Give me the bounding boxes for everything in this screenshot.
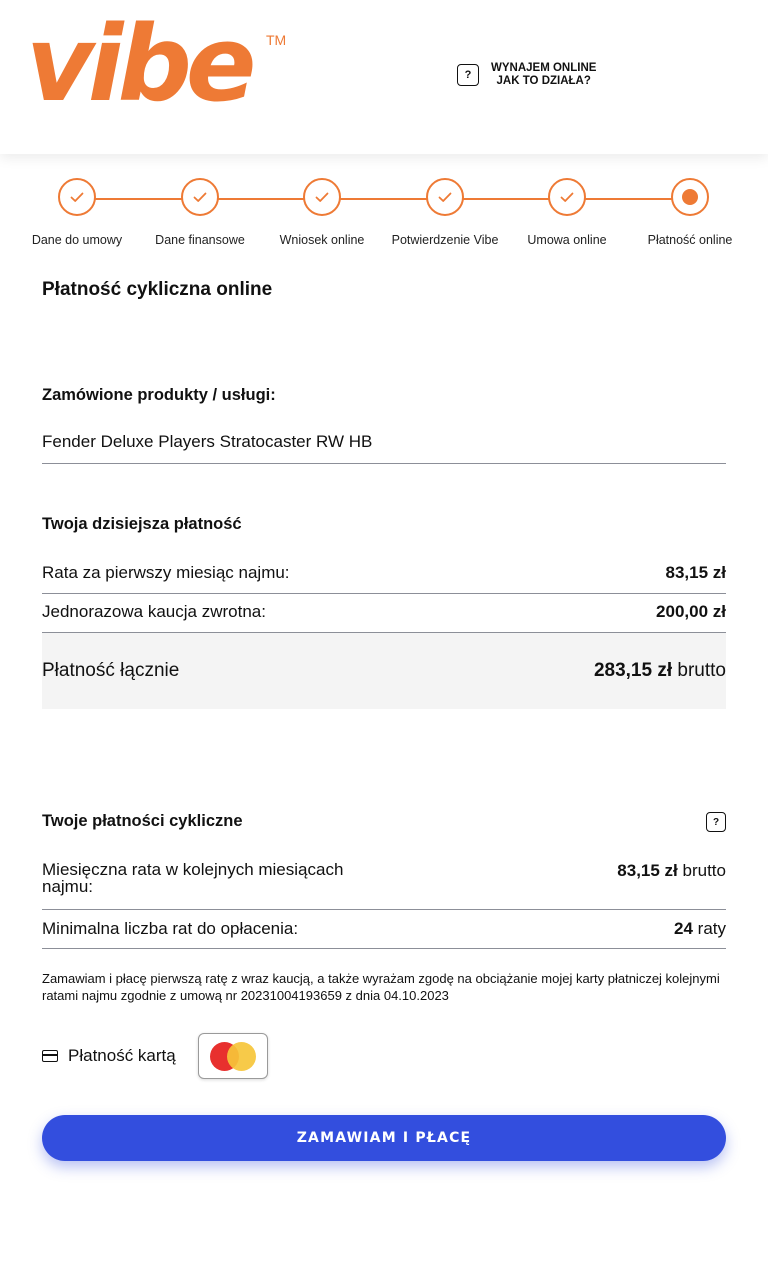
first-month-value: 83,15 zł: [665, 563, 726, 582]
mastercard-icon-yellow: [227, 1042, 256, 1071]
product-name: Fender Deluxe Players Stratocaster RW HB: [42, 432, 373, 451]
total-value: 283,15 zł: [593, 660, 673, 681]
logo-text: vibe: [26, 3, 251, 125]
deposit-value: 200,00 zł: [656, 602, 726, 621]
monthly-rate-suffix: brutto: [682, 861, 726, 880]
mastercard-option[interactable]: [198, 1033, 268, 1079]
dot-icon: [671, 178, 709, 216]
step-5: [507, 178, 627, 247]
order-and-pay-button[interactable]: ZAMAWIAM I PŁACĘ: [42, 1115, 726, 1161]
payment-method-label: Płatność kartą: [68, 1046, 176, 1065]
step-label: Płatność online: [647, 233, 733, 247]
step-label: Dane finansowe: [155, 233, 245, 247]
min-installments-row: [42, 919, 726, 949]
monthly-rate-row: [42, 861, 726, 910]
first-month-row: [42, 563, 726, 594]
step-2: [140, 178, 260, 247]
total-payment-box: [42, 633, 726, 709]
step-1: [17, 178, 137, 247]
question-icon[interactable]: ?: [706, 812, 726, 832]
how-it-works-link[interactable]: [457, 62, 596, 88]
consent-text: Zamawiam i płacę pierwszą ratę z wraz kaucją, a także wyrażam zgodę na obciążanie mojej karty płatniczej kolejnymi ratami najmu zgodnie z umową nr 20231004193659 z dnia 04.10.2023: [42, 971, 720, 1003]
logo-trademark: TM: [266, 32, 287, 48]
today-payment-heading: Twoja dzisiejsza płatność: [42, 515, 242, 533]
how-it-works-line1: WYNAJEM ONLINE: [491, 62, 597, 74]
cyclic-payments-heading: Twoje płatności cykliczne: [42, 812, 243, 830]
check-icon: [548, 178, 586, 216]
deposit-label: Jednorazowa kaucja zwrotna:: [42, 602, 266, 621]
header: [0, 0, 768, 154]
products-heading: Zamówione produkty / usługi:: [42, 386, 276, 404]
min-installments-label: Minimalna liczba rat do opłacenia:: [42, 919, 299, 938]
how-it-works-line2: JAK TO DZIAŁA?: [496, 75, 591, 87]
check-icon: [426, 178, 464, 216]
min-installments-value: 24: [674, 919, 693, 938]
step-label: Potwierdzenie Vibe: [391, 233, 499, 247]
first-month-label: Rata za pierwszy miesiąc najmu:: [42, 563, 290, 582]
monthly-rate-value: 83,15 zł: [617, 861, 678, 880]
total-suffix: brutto: [677, 660, 726, 681]
step-4: [385, 178, 505, 247]
step-3: [262, 178, 382, 247]
step-label: Dane do umowy: [31, 233, 123, 247]
page-title: Płatność cykliczna online: [42, 279, 273, 300]
how-it-works-text: [491, 62, 596, 88]
step-label: Umowa online: [527, 233, 607, 247]
monthly-rate-label: Miesięczna rata w kolejnych miesiącach najmu:: [42, 860, 344, 896]
min-installments-suffix: raty: [697, 919, 726, 938]
deposit-row: [42, 602, 726, 633]
step-6: [630, 178, 750, 247]
card-icon: [42, 1050, 58, 1062]
progress-stepper: [0, 178, 768, 258]
total-label: Płatność łącznie: [42, 660, 180, 681]
step-label: Wniosek online: [279, 233, 365, 247]
payment-method: [42, 1033, 268, 1079]
check-icon: [58, 178, 96, 216]
question-icon: ?: [457, 64, 479, 86]
check-icon: [303, 178, 341, 216]
product-row: [42, 432, 726, 464]
vibe-logo[interactable]: [26, 3, 296, 125]
check-icon: [181, 178, 219, 216]
